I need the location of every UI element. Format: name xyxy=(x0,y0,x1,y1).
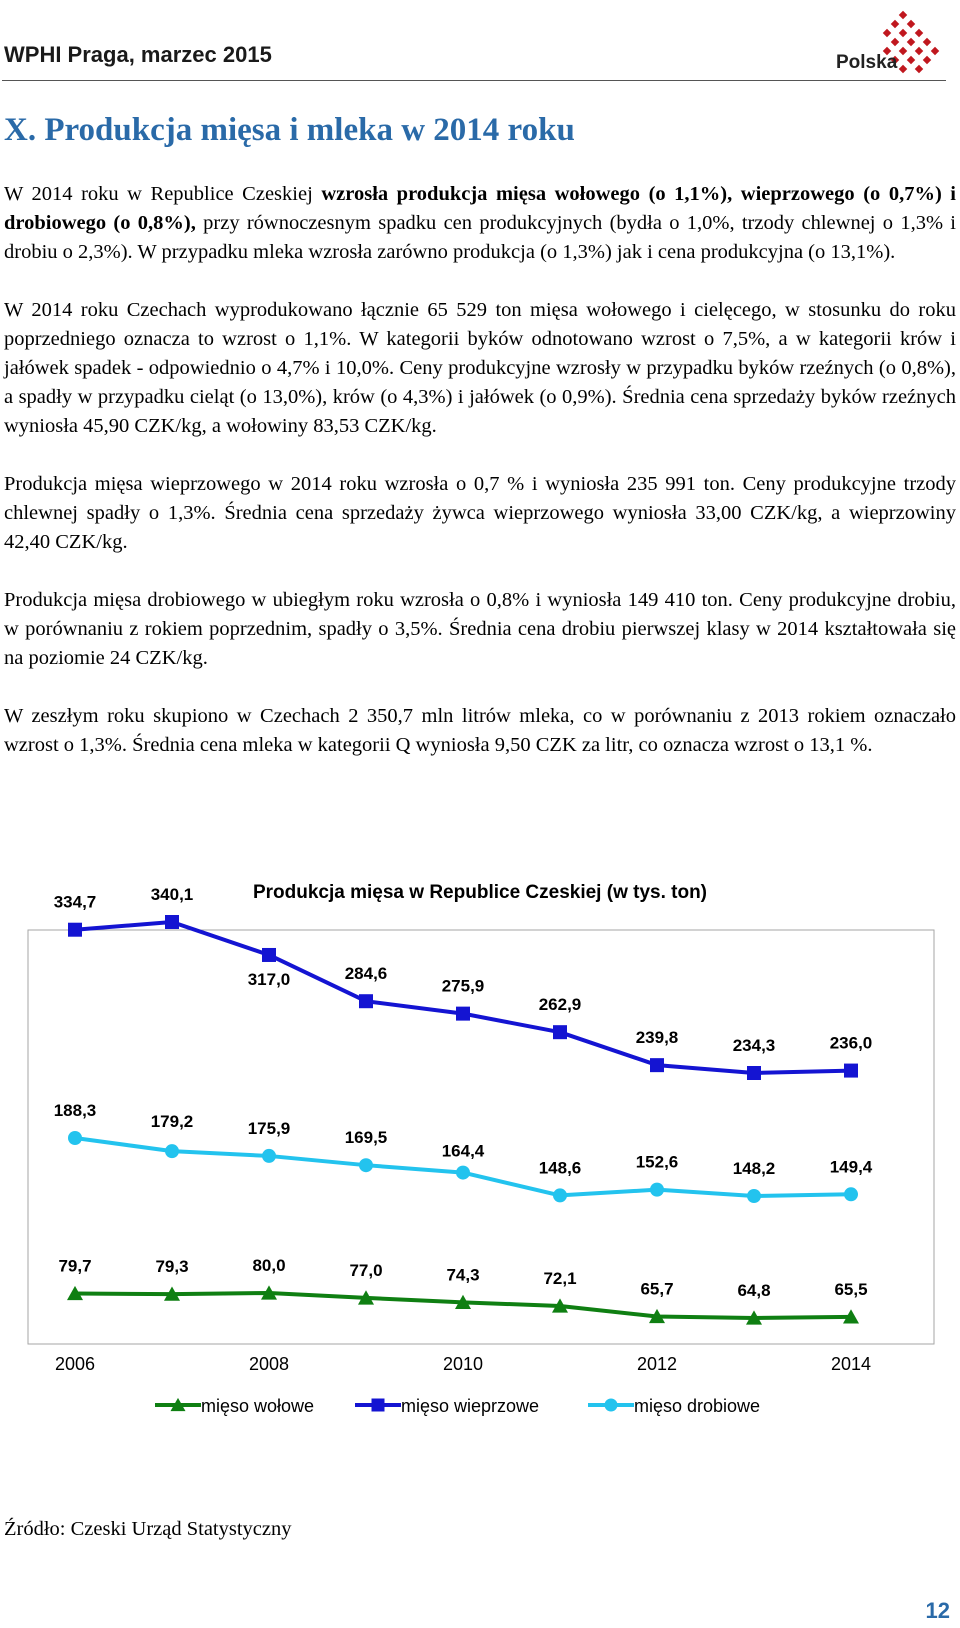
data-point-mięso-wieprzowe xyxy=(68,923,82,937)
logo-diamond xyxy=(883,29,891,37)
header-divider xyxy=(2,80,946,81)
logo-diamond xyxy=(899,65,907,73)
logo-diamond xyxy=(907,20,915,28)
paragraph-1 xyxy=(4,180,956,267)
paragraph-3: Produkcja mięsa wieprzowego w 2014 roku wzrosła o 0,7 % i wyniosła 235 991 ton. Ceny produkcyjne trzody chlewnej spadły o 1,3%. Średnia cena sprzedaży żywca wieprzowego wyniosła 33,00 CZK/kg, a wieprzowiny 42,40 CZK/kg. xyxy=(4,473,956,553)
x-tick-label: 2006 xyxy=(54,1354,96,1374)
data-point-mięso-wieprzowe xyxy=(844,1064,858,1078)
page-header xyxy=(0,0,960,84)
paragraph-2: W 2014 roku Czechach wyprodukowano łącznie 65 529 ton mięsa wołowego i cielęcego, w stosunku do roku poprzedniego oznacza to wzrost o 1,1%. W kategorii byków odnotowano wzrost o 7,5%, a w kategorii krów i jałówek spadek - odpowiednio o 4,7% i 10,0%. Ceny produkcyjne wzrosły w przypadku byków rzeźnych (o 0,8%), a spadły w przypadku cieląt (o 13,0%), krów (o 4,3%) i jałówek (o 0,9%). Średnia cena sprzedaży byków rzeźnych wyniosła 45,90 CZK/kg, a wołowiny 83,53 CZK/kg. xyxy=(4,299,956,437)
paragraph-5: W zeszłym roku skupiono w Czechach 2 350,7 mln litrów mleka, co w porównaniu z 2013 rokiem oznaczało wzrost o 1,3%. Średnia cena mleka w kategorii Q wyniosła 9,50 CZK za litr, co oznacza wzrost o 13,1 %. xyxy=(4,705,956,756)
paragraph-1-intro: W 2014 roku w Republice Czeskiej xyxy=(4,183,322,205)
logo-diamond xyxy=(899,47,907,55)
data-label-mięso-wieprzowe: 340,1 xyxy=(150,885,194,904)
data-label-mięso-wieprzowe: 236,0 xyxy=(829,1033,873,1053)
data-label-mięso-wieprzowe: 262,9 xyxy=(538,995,582,1015)
data-label-mięso-drobiowe: 179,2 xyxy=(150,1112,194,1132)
data-point-mięso-wieprzowe xyxy=(650,1058,664,1072)
source-note: Źródło: Czeski Urząd Statystyczny xyxy=(4,1518,292,1540)
data-point-mięso-wieprzowe xyxy=(262,948,276,962)
logo-diamond xyxy=(923,56,931,64)
x-tick-label: 2010 xyxy=(442,1354,484,1374)
data-point-mięso-drobiowe xyxy=(747,1189,761,1203)
x-tick-label: 2012 xyxy=(636,1354,678,1374)
legend-marker xyxy=(605,1399,618,1412)
data-label-mięso-wieprzowe: 275,9 xyxy=(441,976,485,996)
logo-diamond xyxy=(907,38,915,46)
data-label-mięso-drobiowe: 188,3 xyxy=(53,1101,97,1120)
data-point-mięso-drobiowe xyxy=(553,1188,567,1202)
data-point-mięso-drobiowe xyxy=(262,1149,276,1163)
logo-diamond xyxy=(915,29,923,37)
section-title: X. Produkcja mięsa i mleka w 2014 roku xyxy=(4,112,575,148)
data-label-mięso-drobiowe: 149,4 xyxy=(829,1157,873,1177)
data-label-mięso-wołowe: 77,0 xyxy=(349,1260,383,1280)
logo-diamond xyxy=(931,47,939,55)
logo-diamond xyxy=(891,38,899,46)
data-point-mięso-wieprzowe xyxy=(359,994,373,1008)
data-label-mięso-wołowe: 65,7 xyxy=(640,1279,674,1299)
data-point-mięso-wieprzowe xyxy=(456,1007,470,1021)
data-label-mięso-drobiowe: 169,5 xyxy=(344,1128,388,1148)
logo-diamond xyxy=(923,38,931,46)
logo-text: Polska xyxy=(836,52,898,73)
data-point-mięso-drobiowe xyxy=(68,1131,82,1145)
data-label-mięso-drobiowe: 148,6 xyxy=(538,1158,582,1178)
logo-diamond xyxy=(899,29,907,37)
data-label-mięso-wieprzowe: 239,8 xyxy=(635,1028,679,1048)
article-body xyxy=(4,180,956,789)
logo-diamond xyxy=(915,65,923,73)
data-point-mięso-wieprzowe xyxy=(747,1066,761,1080)
polska-logo xyxy=(830,8,950,84)
paragraph-1-rest: przy równoczesnym spadku cen produkcyjnych (bydła o 1,0%, trzody chlewnej o 1,3% i drobiu o 2,3%). W przypadku mleka wzrosła zarówno produkcja (o 1,3%) jak i cena produkcyjna (o 13,1%). xyxy=(4,212,956,263)
data-point-mięso-drobiowe xyxy=(456,1166,470,1180)
logo-diamond xyxy=(907,56,915,64)
legend-label: mięso drobiowe xyxy=(634,1396,761,1416)
logo-diamond xyxy=(899,11,907,19)
logo-diamond xyxy=(915,47,923,55)
legend-marker xyxy=(372,1399,385,1412)
data-point-mięso-wieprzowe xyxy=(165,915,179,929)
data-label-mięso-drobiowe: 152,6 xyxy=(635,1152,679,1172)
data-label-mięso-wołowe: 74,3 xyxy=(446,1265,480,1285)
data-label-mięso-drobiowe: 148,2 xyxy=(732,1159,776,1178)
data-point-mięso-drobiowe xyxy=(844,1187,858,1201)
data-label-mięso-wołowe: 64,8 xyxy=(737,1281,771,1300)
data-label-mięso-wieprzowe: 234,3 xyxy=(732,1036,776,1055)
data-label-mięso-wieprzowe: 334,7 xyxy=(53,892,97,912)
data-label-mięso-wołowe: 80,0 xyxy=(252,1256,286,1275)
data-point-mięso-drobiowe xyxy=(359,1158,373,1172)
data-label-mięso-wołowe: 65,5 xyxy=(834,1279,868,1299)
data-label-mięso-wołowe: 79,7 xyxy=(58,1256,92,1276)
header-title: WPHI Praga, marzec 2015 xyxy=(4,42,272,67)
meat-production-chart xyxy=(0,880,960,1500)
data-point-mięso-drobiowe xyxy=(650,1183,664,1197)
data-point-mięso-drobiowe xyxy=(165,1144,179,1158)
data-label-mięso-wieprzowe: 284,6 xyxy=(344,964,388,984)
paragraph-4: Produkcja mięsa drobiowego w ubiegłym roku wzrosła o 0,8% i wyniosła 149 410 ton. Ceny produkcyjne drobiu, w porównaniu z rokiem poprzednim, spadły o 3,5%. Średnia cena drobiu pierwszej klasy w 2014 kształtowała się na poziomie 24 CZK/kg. xyxy=(4,589,956,669)
chart-title: Produkcja mięsa w Republice Czeskiej (w tys. ton) xyxy=(252,882,708,903)
data-point-mięso-wieprzowe xyxy=(553,1025,567,1039)
logo-diamond xyxy=(891,20,899,28)
data-label-mięso-drobiowe: 164,4 xyxy=(441,1141,485,1161)
x-tick-label: 2008 xyxy=(248,1354,290,1374)
data-label-mięso-drobiowe: 175,9 xyxy=(247,1118,291,1138)
legend-label: mięso wołowe xyxy=(201,1396,315,1416)
data-label-mięso-wołowe: 72,1 xyxy=(543,1268,577,1288)
page-number: 12 xyxy=(925,1598,950,1623)
data-label-mięso-wieprzowe: 317,0 xyxy=(247,969,291,989)
data-label-mięso-wołowe: 79,3 xyxy=(155,1257,189,1277)
legend-label: mięso wieprzowe xyxy=(401,1396,540,1416)
x-tick-label: 2014 xyxy=(830,1354,872,1374)
paragraph-1-highlight: wzrosła produkcja mięsa wołowego (o 1,1%), wieprzowego (o 0,7%) i drobiowego (o 0,8%), xyxy=(4,183,957,234)
